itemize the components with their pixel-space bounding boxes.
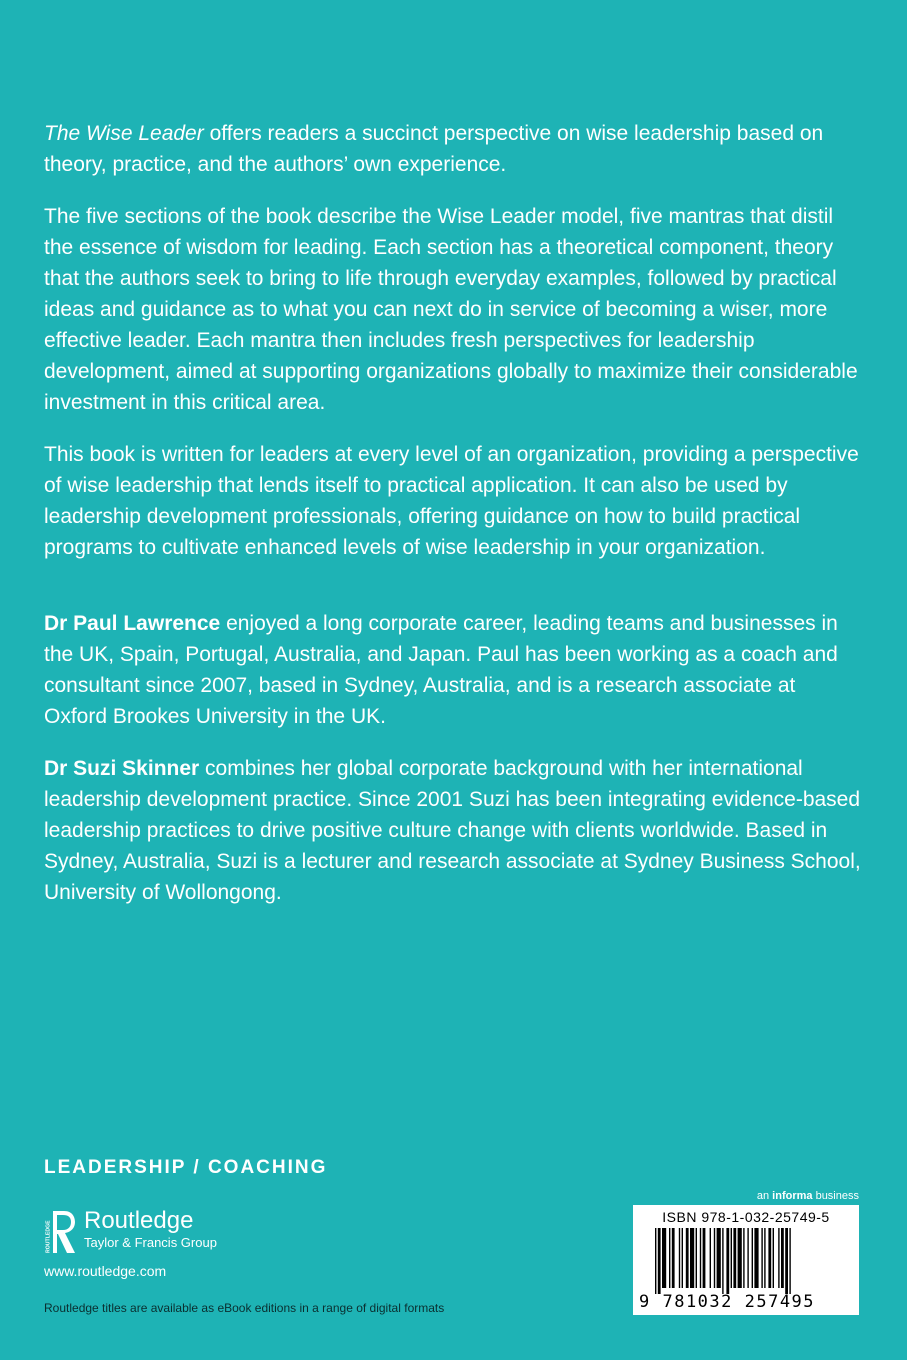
barcode-bar [662, 1228, 666, 1288]
barcode-bar [738, 1228, 742, 1288]
publisher-block [44, 1207, 217, 1257]
isbn-barcode [633, 1205, 859, 1315]
description-paragraph-1-text: offers readers a succinct perspective on wise leadership based on theory, practice, and the authors’ own experience. [44, 122, 824, 176]
book-description [44, 118, 864, 584]
barcode-bar [682, 1228, 683, 1288]
description-paragraph-1 [44, 118, 864, 180]
barcode-bar [731, 1228, 732, 1288]
barcode-bar [773, 1228, 774, 1288]
informa-suffix: business [812, 1190, 859, 1202]
book-title-italic: The Wise Leader [44, 122, 204, 145]
barcode-bar [717, 1228, 721, 1288]
publisher-names [84, 1207, 217, 1251]
barcode-bar [785, 1228, 788, 1294]
ebook-note: Routledge titles are available as eBook editions in a range of digital formats [44, 1301, 445, 1315]
logo-vertical-text: ROUTLEDGE [45, 1220, 52, 1253]
barcode-bar [726, 1228, 729, 1294]
barcode-bars [639, 1228, 853, 1294]
author-name: Dr Suzi Skinner [44, 757, 200, 780]
barcode-bar [752, 1228, 753, 1288]
author-name: Dr Paul Lawrence [44, 612, 221, 635]
description-paragraph-3: This book is written for leaders at every level of an organization, providing a perspective of wise leadership that lends itself to practical application. It can also be used by leadership development professionals, offering guidance on how to build practical programs to cultivate enhanced levels of wise leadership in your organization. [44, 443, 859, 559]
barcode-bar [690, 1228, 694, 1288]
informa-business [757, 1190, 859, 1202]
publisher-website: www.routledge.com [44, 1263, 167, 1279]
barcode-bar [669, 1228, 670, 1288]
barcode-bar [747, 1228, 748, 1288]
barcode-bar [781, 1228, 784, 1288]
barcode-bar [722, 1228, 723, 1294]
barcode-digits: 9 781032 257495 [639, 1292, 816, 1312]
barcode-bar [789, 1228, 790, 1294]
barcode-bar [764, 1228, 765, 1288]
author-bios [44, 608, 864, 929]
barcode-bar [754, 1228, 758, 1288]
publisher-group: Taylor & Francis Group [84, 1235, 217, 1250]
informa-prefix: an [756, 1190, 773, 1202]
barcode-bar [768, 1228, 771, 1288]
barcode-bar [700, 1228, 701, 1288]
barcode-bar [703, 1228, 706, 1288]
barcode-bar [655, 1228, 656, 1294]
barcode-bar [714, 1228, 715, 1288]
routledge-logo-icon [44, 1207, 78, 1257]
informa-brand: informa [772, 1190, 813, 1202]
author-bio-lawrence [44, 608, 864, 732]
publisher-name: Routledge [84, 1207, 194, 1234]
barcode-bar [778, 1228, 779, 1288]
barcode-bar [743, 1228, 744, 1288]
barcode-bar [679, 1228, 680, 1288]
barcode-bar [733, 1228, 736, 1288]
barcode-bar [686, 1228, 689, 1288]
barcode-bar [658, 1228, 661, 1294]
author-bio-skinner [44, 753, 864, 908]
barcode-bar [761, 1228, 762, 1288]
author-bio-text: enjoyed a long corporate career, leading teams and businesses in the UK, Spain, Portugal, Australia, and Japan. Paul has been working as a coach and consultant since 2007, based in Sydney, Australia, and is a research associate at Oxford Brookes University in the UK. [44, 612, 838, 728]
isbn-label: ISBN 978-1-032-25749-5 [662, 1209, 830, 1225]
subject-category: LEADERSHIP / COACHING [44, 1157, 328, 1178]
author-bio-text: combines her global corporate background with her international leadership development practice. Since 2001 Suzi has been integrating evidence-based leadership practices to drive positive culture change with clients worldwide. Based in Sydney, Australia, Suzi is a lecturer and research associate at Sydney Business School, University of Wollongong. [44, 757, 861, 904]
barcode-bar [672, 1228, 675, 1288]
barcode-bar [696, 1228, 697, 1288]
description-paragraph-2: The five sections of the book describe the Wise Leader model, five mantras that distil the essence of wisdom for leading. Each section has a theoretical component, theory that the authors seek to bring to life through everyday examples, followed by practical ideas and guidance as to what you can next do in service of becoming a wiser, more effective leader. Each mantra then includes fresh perspectives for leadership development, aimed at supporting organizations globally to maximize their considerable investment in this critical area. [44, 205, 858, 414]
barcode-bar [710, 1228, 711, 1288]
